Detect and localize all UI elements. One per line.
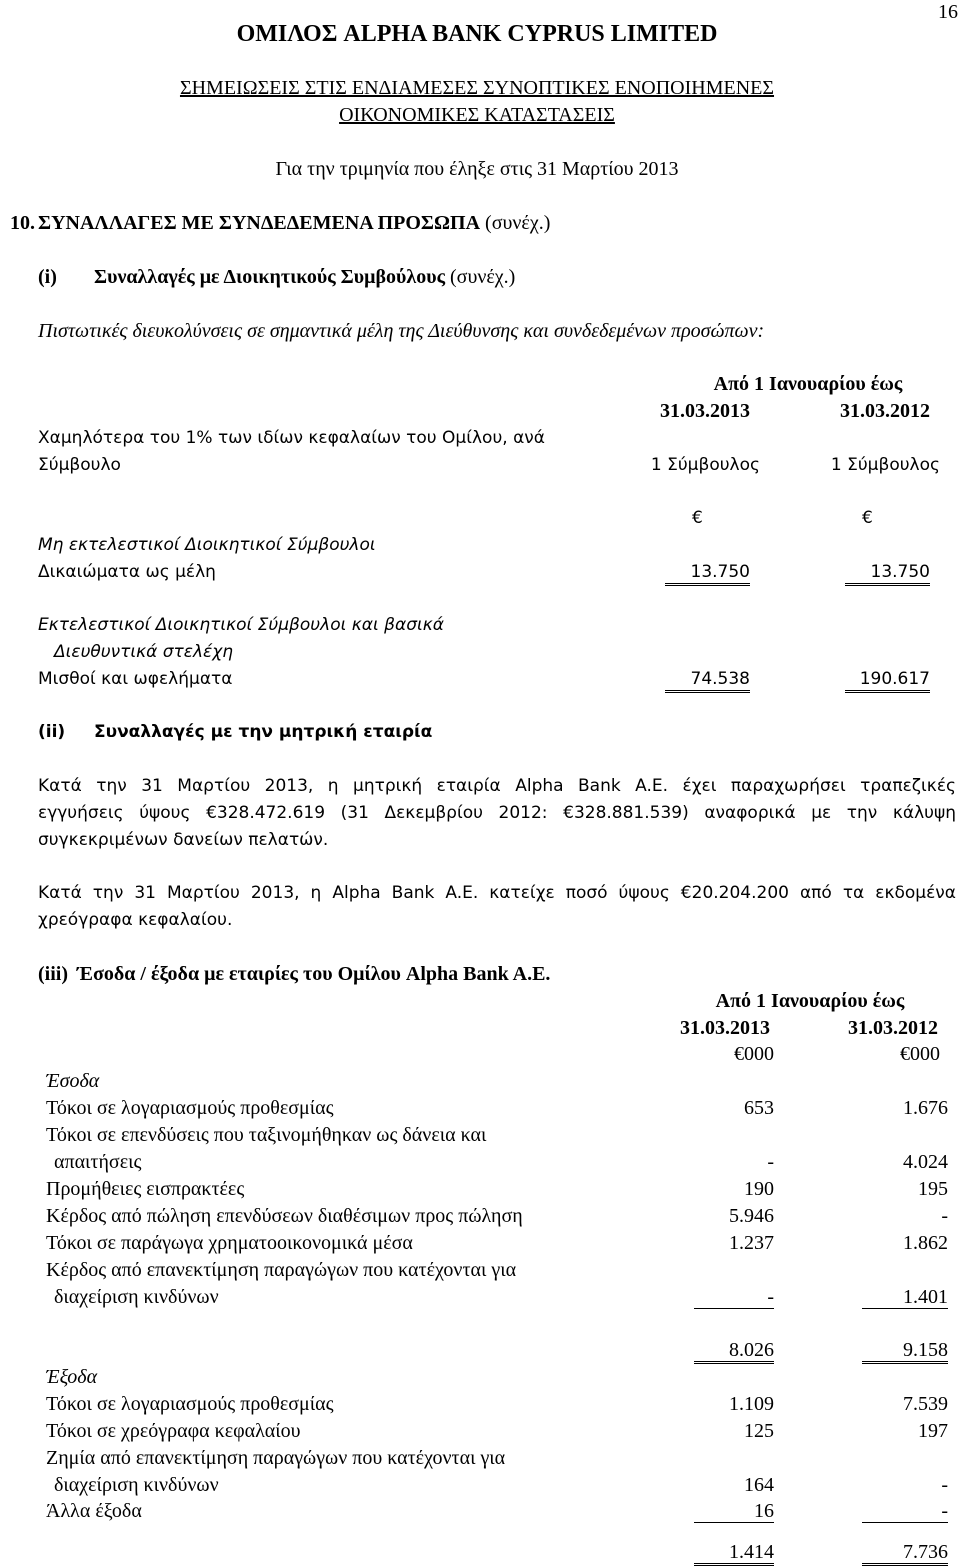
group-name: ΟΜΙΛΟΣ ALPHA BANK CYPRUS LIMITED <box>236 21 718 47</box>
expense-row-label: Τόκοι σε λογαριασμούς προθεσμίας <box>46 1393 334 1415</box>
part-ii-label: (ii) <box>38 722 66 742</box>
income-heading: Έσοδα <box>46 1070 100 1092</box>
expense-row-label: διαχείριση κινδύνων <box>54 1474 219 1496</box>
expense-row-v2: - <box>941 1474 948 1496</box>
income-row-v1: 190 <box>744 1178 774 1200</box>
part-i-label: (i) <box>38 266 57 288</box>
threshold-line2: Σύμβουλο <box>38 455 121 475</box>
nonexec-col1-cell <box>660 560 750 586</box>
part-ii-para2-line1: Κατά την 31 Μαρτίου 2013, η Alpha Bank A.E. κατείχε ποσό ύψους €20.204.200 από τα εκδομένα <box>38 883 956 903</box>
exec-col1-cell <box>660 667 750 693</box>
income-total1-cell <box>690 1338 774 1364</box>
income-row-label: Προμήθειες εισπρακτέες <box>46 1178 245 1200</box>
income-row-label: Τόκοι σε παράγωγα χρηματοοικονομικά μέσα <box>46 1232 413 1254</box>
exec-row-label: Μισθοί και ωφελήματα <box>38 669 233 689</box>
income-row-v2: 4.024 <box>903 1151 948 1173</box>
income-row-v2: 1.676 <box>903 1097 948 1119</box>
income-row-v1: - <box>694 1286 774 1309</box>
part-iii-period-header: Από 1 Ιανουαρίου έως <box>715 990 905 1012</box>
income-row-label: διαχείριση κινδύνων <box>54 1286 219 1308</box>
part-i-title: Συναλλαγές με Διοικητικούς Συμβούλους <box>94 266 446 288</box>
nonexec-col1: 13.750 <box>665 561 750 586</box>
expense-row-v1: 125 <box>744 1420 774 1442</box>
part-i-intro: Πιστωτικές διευκολύνσεις σε σημαντικά μέλη της Διεύθυνσης και συνδεδεμένων προσώπων: <box>38 320 765 342</box>
currency-col2: € <box>862 508 873 528</box>
exec-heading-line2: Διευθυντικά στελέχη <box>54 642 234 662</box>
nonexec-heading: Μη εκτελεστικοί Διοικητικοί Σύμβουλοι <box>38 535 376 555</box>
exec-col2: 190.617 <box>845 668 930 693</box>
expense-row-label: Τόκοι σε χρεόγραφα κεφαλαίου <box>46 1420 301 1442</box>
expense-row-v2-cell <box>856 1499 948 1523</box>
threshold-col1: 1 Σύμβουλος <box>650 455 760 475</box>
part-ii-title: Συναλλαγές με την μητρική εταιρία <box>94 722 433 742</box>
expense-row-v2: 7.539 <box>903 1393 948 1415</box>
expense-heading: Έξοδα <box>46 1366 98 1388</box>
income-row-v1: - <box>767 1151 774 1173</box>
nonexec-row-label: Δικαιώματα ως μέλη <box>38 562 216 582</box>
expense-row-label: Άλλα έξοδα <box>46 1500 142 1522</box>
expense-row-v1: 164 <box>744 1474 774 1496</box>
section-title: ΣΥΝΑΛΛΑΓΕΣ ΜΕ ΣΥΝΔΕΔΕΜΕΝΑ ΠΡΟΣΩΠΑ <box>38 212 481 234</box>
part-i-heading <box>94 265 515 289</box>
part-iii-col1-unit: €000 <box>734 1043 774 1065</box>
income-row-label: Κέρδος από πώληση επενδύσεων διαθέσιμων προς πώληση <box>46 1205 523 1227</box>
income-total1: 8.026 <box>694 1339 774 1364</box>
page-number: 16 <box>938 1 958 23</box>
expense-total2: 7.736 <box>862 1541 948 1566</box>
income-row-v2: 195 <box>918 1178 948 1200</box>
expense-total1: 1.414 <box>694 1541 774 1566</box>
notes-title-line2: ΟΙΚΟΝΟΜΙΚΕΣ ΚΑΤΑΣΤΑΣΕΙΣ <box>339 104 615 126</box>
nonexec-col2-cell <box>840 560 930 586</box>
exec-col2-cell <box>840 667 930 693</box>
income-row-label: απαιτήσεις <box>54 1151 142 1173</box>
currency-col1: € <box>692 508 703 528</box>
period-subtitle: Για την τριμηνία που έληξε στις 31 Μαρτίου 2013 <box>275 158 679 180</box>
notes-title-line1: ΣΗΜΕΙΩΣΕΙΣ ΣΤΙΣ ΕΝΔΙΑΜΕΣΕΣ ΣΥΝΟΠΤΙΚΕΣ ΕΝΟΠΟΙΗΜΕΝΕΣ <box>179 77 775 99</box>
income-row-label-line1: Κέρδος από επανεκτίμηση παραγώγων που κατέχονται για <box>46 1259 517 1281</box>
part-iii-col2-unit: €000 <box>900 1043 940 1065</box>
expense-row-v1: 1.109 <box>729 1393 774 1415</box>
part-i-col2-date: 31.03.2012 <box>840 400 930 422</box>
expense-row-v2: 197 <box>918 1420 948 1442</box>
nonexec-col2: 13.750 <box>845 561 930 586</box>
part-iii-col1-date: 31.03.2013 <box>680 1017 770 1039</box>
exec-heading-line1: Εκτελεστικοί Διοικητικοί Σύμβουλοι και βασικά <box>38 615 444 635</box>
exec-col1: 74.538 <box>665 668 750 693</box>
income-row-v2: 1.401 <box>862 1286 948 1309</box>
expense-row-v1-cell <box>690 1499 774 1523</box>
part-i-period-header: Από 1 Ιανουαρίου έως <box>713 373 903 395</box>
income-row-v1: 5.946 <box>729 1205 774 1227</box>
income-row-v2-cell <box>856 1285 948 1309</box>
part-iii-label: (iii) <box>38 963 68 985</box>
part-i-col1-date: 31.03.2013 <box>660 400 750 422</box>
section-number: 10. <box>10 212 35 234</box>
section-cont: (συνέχ.) <box>485 212 551 234</box>
section-heading <box>38 211 550 235</box>
expense-total2-cell <box>856 1540 948 1566</box>
part-iii-col2-date: 31.03.2012 <box>848 1017 938 1039</box>
income-row-v1: 1.237 <box>729 1232 774 1254</box>
part-ii-para1-line3: συγκεκριμένων δανείων πελατών. <box>38 830 329 850</box>
income-total2-cell <box>856 1338 948 1364</box>
income-total2: 9.158 <box>862 1339 948 1364</box>
part-ii-para1-line2: εγγυήσεις ύψους €328.472.619 (31 Δεκεμβρίου 2012: €328.881.539) αναφορικά με την κάλυψη <box>38 803 956 823</box>
expense-row-label-line1: Ζημία από επανεκτίμηση παραγώγων που κατέχονται για <box>46 1447 506 1469</box>
income-row-v1-cell <box>690 1285 774 1309</box>
income-row-v2: - <box>941 1205 948 1227</box>
income-row-label: Τόκοι σε λογαριασμούς προθεσμίας <box>46 1097 334 1119</box>
income-row-label-line1: Τόκοι σε επενδύσεις που ταξινομήθηκαν ως δάνεια και <box>46 1124 487 1146</box>
income-row-v2: 1.862 <box>903 1232 948 1254</box>
expense-row-v1: 16 <box>694 1500 774 1523</box>
part-i-cont: (συνέχ.) <box>450 266 516 288</box>
threshold-col2: 1 Σύμβουλος <box>830 455 940 475</box>
part-iii-title: Έσοδα / έξοδα με εταιρίες του Ομίλου Alpha Bank A.E. <box>77 963 551 985</box>
expense-row-v2: - <box>862 1500 948 1523</box>
threshold-line1: Χαμηλότερα του 1% των ιδίων κεφαλαίων του Ομίλου, ανά <box>38 428 546 448</box>
income-row-v1: 653 <box>744 1097 774 1119</box>
part-ii-para1-line1: Κατά την 31 Μαρτίου 2013, η μητρική εταιρία Alpha Bank A.E. έχει παραχωρήσει τραπεζικές <box>38 776 956 796</box>
expense-total1-cell <box>690 1540 774 1566</box>
part-ii-para2-line2: χρεόγραφα κεφαλαίου. <box>38 910 233 930</box>
